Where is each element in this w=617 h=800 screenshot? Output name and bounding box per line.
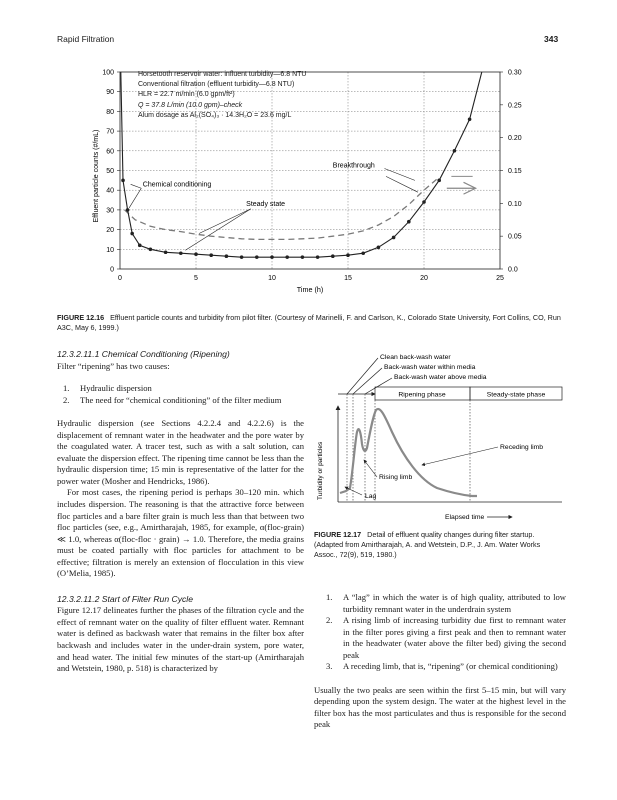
x-tick-label: 10	[268, 275, 276, 282]
turbidity-curve	[340, 409, 477, 496]
lag-label: Lag	[365, 493, 377, 500]
figure-12-16-caption	[57, 313, 565, 333]
y-axis-label: Effluent particle counts (#/mL)	[93, 129, 100, 223]
label-backwash-within: Back-wash water within media	[384, 364, 476, 371]
receding-limb-label: Receding limb	[500, 444, 544, 451]
y-tick-label: 90	[106, 89, 114, 97]
x-tick-label: 5	[194, 275, 198, 282]
annotation-pointer	[129, 188, 141, 208]
caption-text: Detail of effluent quality changes during filter startup. (Adapted from Amirtharajah, A. and Wetstein, D.P., J. Am. Water Works Assoc., 72(9), 519, 1980.)	[314, 530, 541, 560]
y-tick-label: 60	[106, 148, 114, 156]
particle-point	[346, 253, 350, 257]
x-tick-label: 20	[420, 275, 428, 282]
y-tick-label: 30	[106, 207, 114, 215]
particle-point	[149, 248, 153, 252]
paragraph: Filter “ripening” has two causes:	[57, 360, 170, 371]
steady-phase-label: Steady-state phase	[486, 391, 546, 399]
particle-point	[164, 250, 168, 254]
annotation-chemical-conditioning: Chemical conditioning	[142, 181, 212, 189]
particle-point	[285, 255, 289, 259]
particle-point	[301, 255, 305, 259]
pointer-line	[422, 447, 498, 465]
section-heading: 12.3.2.11.2 Start of Filter Run Cycle	[57, 593, 193, 604]
paragraph: Hydraulic dispersion (see Sections 4.2.2.4 and 4.2.2.6) is the displacement of remnant water in the headwater and the pore water by the coagulated water. A tracer test, such as with a salt solution, can evaluate the dispersion effect. The ripening time cannot be less than the hydraulic dispersion time; 15 min is representative of the latter for the power water (Mosher and Hendricks, 1986).	[57, 418, 304, 486]
left-column	[57, 349, 304, 675]
y2-tick-label: 0.0	[508, 266, 518, 274]
figure-12-16-legend	[138, 70, 306, 121]
label-backwash-above: Back-wash water above media	[394, 374, 487, 381]
y-tick-label: 20	[106, 227, 114, 235]
particle-point	[240, 255, 244, 259]
figure-12-17-caption	[314, 530, 565, 561]
particle-point	[126, 208, 130, 212]
x-axis-label: Time (h)	[296, 285, 324, 294]
y-tick-label: 70	[106, 128, 114, 136]
y-axis-label: Turbidity or particles	[317, 441, 324, 500]
running-header: Rapid Filtration	[57, 34, 115, 44]
particle-point	[194, 252, 198, 256]
annotation-pointer	[199, 209, 251, 234]
particle-point	[270, 255, 274, 259]
label-clean-backwash: Clean back-wash water	[380, 354, 451, 361]
particle-point	[422, 200, 426, 204]
annotation-breakthrough: Breakthrough	[332, 162, 375, 170]
ripening-phase-label: Ripening phase	[398, 391, 446, 399]
list-item: 2. The need for “chemical conditioning” of the filter medium	[63, 394, 282, 405]
list-item: 3. A receding limb, that is, “ripening” (or chemical conditioning)	[326, 661, 558, 672]
y-tick-label: 0	[110, 266, 114, 274]
list-item: 2. A rising limb of increasing turbidity due first to remnant water in the filter pores giving a first peak and then to remnant water in the headwater (water above the filter bed) giving the second peak	[326, 615, 566, 660]
particle-point	[361, 251, 365, 255]
y2-tick-label: 0.15	[508, 168, 522, 175]
particle-point	[468, 117, 472, 121]
x-tick-label: 25	[496, 275, 504, 282]
x-tick-label: 0	[118, 275, 122, 282]
paragraph: For most cases, the ripening period is perhaps 30–120 min. which includes dispersion. The reasoning is that the attractive force between floc particles and a bare filter grain is much less than that between two floc particles (see, e.g., Amirtharajah, 1985, for example, α(floc-grain) ≪ 1.0, whereas α(floc-floc · grain) → 1.0. Therefore, the media grains must be coated partially with floc particles for attachment to be effective; filtration is merely an extension of flocculation in this view (O’Melia, 1985).	[57, 487, 304, 579]
particle-point	[209, 253, 213, 257]
particle-point	[453, 149, 457, 153]
legend-line: Conventional filtration (effluent turbidity—6.8 NTU)	[138, 81, 295, 89]
y2-tick-label: 0.10	[508, 200, 522, 208]
x-axis-label: Elapsed time	[445, 514, 485, 521]
page-number: 343	[544, 34, 559, 44]
x-tick-label: 15	[344, 275, 352, 282]
list-item: 1. A “lag” in which the water is of high quality, attributed to low turbidity remnant water in the underdrain system	[326, 592, 566, 614]
pointer-line	[365, 378, 392, 394]
y2-tick-label: 0.25	[508, 102, 522, 110]
y2-tick-label: 0.05	[508, 233, 522, 241]
y-tick-label: 10	[106, 246, 114, 254]
particle-point	[392, 236, 396, 240]
particle-point	[255, 255, 259, 259]
particle-point	[407, 220, 411, 224]
pointer-line	[364, 460, 377, 477]
particle-point	[138, 244, 142, 248]
legend-line: Horsetooth reservoir water: influent turbidity—6.8 NTU	[138, 71, 307, 78]
y2-tick-label: 0.20	[508, 135, 522, 143]
turbidity-axis-arrow	[447, 182, 476, 194]
particle-point	[121, 179, 125, 183]
legend-line: Q = 37.8 L/min (10.0 gpm)–check	[138, 101, 243, 109]
particle-point	[377, 246, 381, 250]
legend-line: Alum dosage as Al₂(SO₄)₃ · 14.3H₂O = 23.6 mg/L	[138, 111, 292, 119]
y-tick-label: 50	[106, 168, 114, 175]
particle-point	[437, 179, 441, 183]
right-column	[314, 592, 566, 731]
paragraph: Figure 12.17 delineates further the phases of the filtration cycle and the effect of remnant water on the quality of filter effluent water. Remnant water is defined as backwash water that remains in the filter box after backwash and includes water in the under-drain system, pore water, and head water. The initial few minutes of the start-up (Amirtharajah and Wetstein, 1980, p. 518) is characterized by	[57, 605, 304, 674]
y-tick-label: 40	[106, 187, 114, 195]
particle-point	[179, 251, 183, 255]
caption-text: Effluent particle counts and turbidity from pilot filter. (Courtesy of Marinelli, F. and Carlson, K., Colorado State University, Fort Collins, CO, Run A3C, May 6, 1999.)	[57, 313, 561, 333]
figure-12-17-diagram	[312, 350, 572, 525]
y-tick-label: 80	[106, 108, 114, 116]
annotation-pointer	[131, 184, 142, 188]
caption-label: FIGURE 12.17	[314, 530, 362, 539]
y2-tick-label: 0.30	[508, 69, 522, 77]
list-item: 1. Hydraulic dispersion	[63, 383, 152, 394]
startup-phases-list	[314, 592, 566, 673]
section-heading: 12.3.2.11.1 Chemical Conditioning (Ripening)	[57, 349, 230, 359]
legend-line: HLR = 22.7 m/min (6.0 gpm/ft²)	[138, 91, 235, 99]
particle-point	[331, 254, 335, 258]
particle-point	[316, 255, 320, 259]
ripening-causes-list	[57, 383, 304, 406]
particle-point	[225, 254, 229, 258]
annotation-steady-state: Steady state	[246, 200, 286, 208]
particle-point	[130, 232, 134, 236]
y-tick-label: 100	[102, 69, 114, 77]
rising-limb-label: Rising limb	[379, 474, 413, 481]
caption-label: FIGURE 12.16	[57, 313, 105, 322]
paragraph: Usually the two peaks are seen within the first 5–15 min, but will vary depending upon the system design. The water at the highest level in the filter box has the most particulates and thus is responsible for the second peak	[314, 684, 566, 730]
annotation-pointer	[386, 176, 418, 192]
pointer-line	[353, 368, 382, 394]
